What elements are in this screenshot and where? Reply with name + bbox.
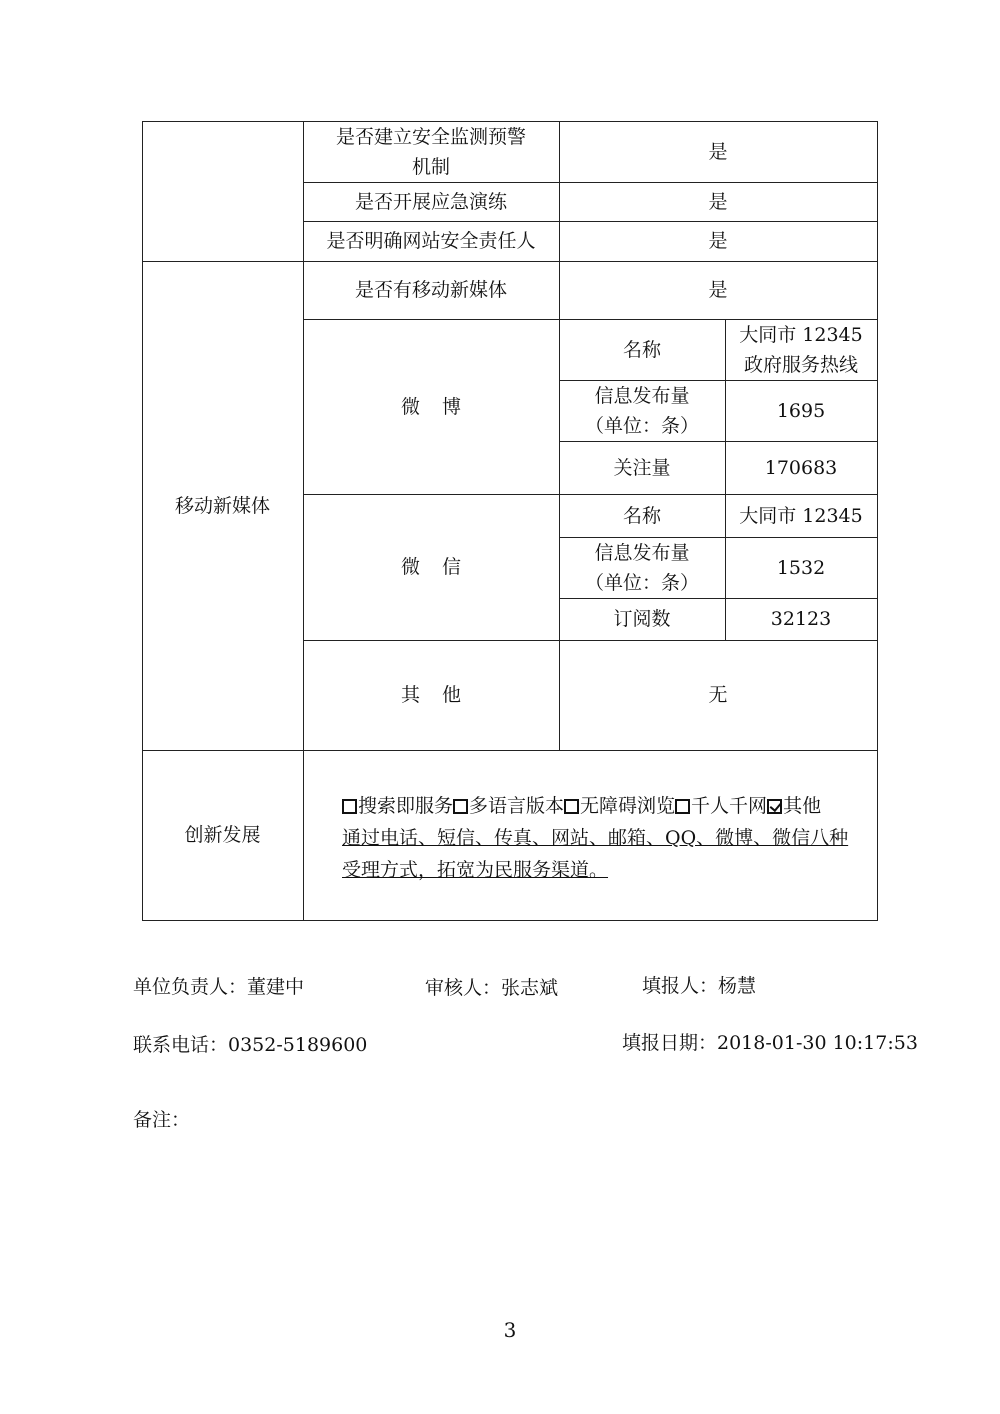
reviewer: 审核人：张志斌 bbox=[425, 977, 559, 999]
responsible-value: 是 bbox=[708, 230, 728, 252]
wechat-name-label: 名称 bbox=[622, 504, 661, 527]
other-value: 无 bbox=[708, 684, 728, 706]
checkbox-unchecked-icon[interactable] bbox=[675, 799, 690, 814]
weibo-count-label-line1: 信息发布量 bbox=[594, 384, 690, 407]
option-multilingual[interactable] bbox=[453, 795, 564, 817]
monitoring-label bbox=[303, 121, 559, 182]
monitoring-label-line2: 机制 bbox=[411, 155, 450, 178]
wechat-count-label bbox=[559, 537, 725, 598]
weibo-name-line2: 政府服务热线 bbox=[743, 353, 858, 376]
contact-phone: 联系电话：0352-5189600 bbox=[133, 1034, 368, 1056]
wechat-name-value: 大同市 12345 bbox=[739, 504, 863, 527]
drill-label: 是否开展应急演练 bbox=[354, 190, 507, 213]
weibo-name-line1: 大同市 12345 bbox=[739, 323, 863, 346]
checkbox-unchecked-icon[interactable] bbox=[453, 799, 468, 814]
wechat-count-label-line2: （单位：条） bbox=[584, 571, 699, 594]
has-media-label: 是否有移动新媒体 bbox=[354, 279, 507, 301]
weibo-label: 微博 bbox=[400, 395, 483, 418]
wechat-label: 微信 bbox=[400, 556, 483, 578]
wechat-count-value: 1532 bbox=[776, 556, 826, 579]
wechat-subscribers-label: 订阅数 bbox=[613, 608, 671, 630]
option-accessible[interactable] bbox=[564, 795, 675, 817]
monitoring-label-line1: 是否建立安全监测预警 bbox=[335, 125, 526, 148]
innovation-options bbox=[342, 790, 872, 822]
mobile-media-label: 移动新媒体 bbox=[174, 494, 270, 517]
weibo-followers-value: 170683 bbox=[764, 456, 838, 479]
weibo-count-value: 1695 bbox=[776, 399, 826, 422]
option-label: 千人千网 bbox=[691, 795, 768, 817]
innovation-content bbox=[342, 790, 872, 886]
option-label: 搜索即服务 bbox=[358, 795, 454, 817]
innovation-label: 创新发展 bbox=[184, 824, 261, 846]
checkbox-checked-icon[interactable] bbox=[767, 799, 782, 814]
checkbox-unchecked-icon[interactable] bbox=[342, 799, 357, 814]
option-other[interactable] bbox=[767, 795, 821, 817]
wechat-subscribers-value: 32123 bbox=[770, 608, 832, 630]
weibo-followers-label: 关注量 bbox=[613, 456, 671, 479]
weibo-count-label bbox=[559, 380, 725, 441]
weibo-name-value bbox=[725, 319, 877, 380]
innovation-other-text-line2: 受理方式，拓宽为民服务渠道。 bbox=[342, 859, 609, 881]
option-personalized[interactable] bbox=[675, 795, 767, 817]
has-media-value: 是 bbox=[708, 279, 728, 301]
drill-value: 是 bbox=[708, 190, 728, 213]
other-label: 其他 bbox=[400, 684, 483, 706]
checkbox-unchecked-icon[interactable] bbox=[564, 799, 579, 814]
fill-date: 填报日期：2018-01-30 10:17:53 bbox=[622, 1032, 918, 1054]
unit-head: 单位负责人：董建中 bbox=[133, 976, 305, 998]
option-label: 多语言版本 bbox=[469, 795, 565, 817]
page-number: 3 bbox=[503, 1318, 517, 1342]
option-label: 无障碍浏览 bbox=[580, 795, 676, 817]
responsible-label: 是否明确网站安全责任人 bbox=[326, 230, 536, 252]
weibo-count-label-line2: （单位：条） bbox=[584, 414, 699, 437]
option-label: 其他 bbox=[783, 795, 822, 817]
option-search-service[interactable] bbox=[342, 795, 453, 817]
remarks: 备注： bbox=[133, 1109, 191, 1131]
innovation-other-text-line1: 通过电话、短信、传真、网站、邮箱、QQ、微博、微信八种 bbox=[342, 827, 849, 849]
weibo-name-label: 名称 bbox=[622, 338, 661, 361]
monitoring-value: 是 bbox=[708, 140, 728, 163]
wechat-count-label-line1: 信息发布量 bbox=[594, 541, 690, 564]
filler: 填报人：杨慧 bbox=[642, 975, 757, 997]
